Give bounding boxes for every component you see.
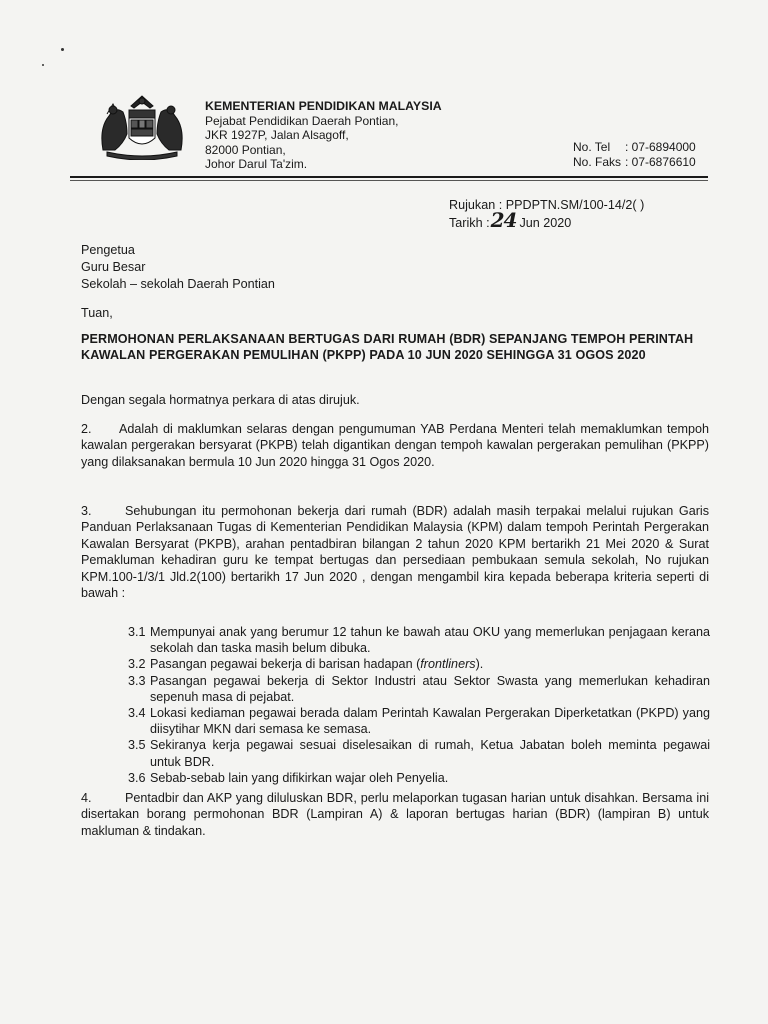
paragraph-4 bbox=[81, 790, 709, 839]
criteria-text-part: Pasangan pegawai bekerja di barisan hadapan ( bbox=[150, 657, 421, 672]
office-name: Pejabat Pendidikan Daerah Pontian, bbox=[205, 113, 399, 128]
criteria-number: 3.6 bbox=[128, 770, 146, 785]
date-month-year: Jun 2020 bbox=[519, 216, 572, 230]
criteria-item bbox=[128, 770, 710, 786]
criteria-number: 3.2 bbox=[128, 657, 146, 672]
paragraph-2 bbox=[81, 421, 709, 470]
salutation: Tuan, bbox=[81, 306, 113, 320]
address-line: JKR 1927P, Jalan Alsagoff, bbox=[205, 128, 349, 143]
paragraph-number: 2. bbox=[81, 422, 92, 436]
criteria-text: Lokasi kediaman pegawai berada dalam Perintah Kawalan Pergerakan Diperketatkan (PKPD) yang diisytihar MKN dari semasa ke semasa. bbox=[150, 706, 710, 737]
tel-value: : 07-6894000 bbox=[625, 140, 696, 154]
reference-block bbox=[449, 197, 644, 231]
criteria-text: Pasangan pegawai bekerja di Sektor Industri atau Sektor Swasta yang memerlukan kehadiran sepenuh masa di pejabat. bbox=[150, 673, 710, 704]
contact-block bbox=[573, 140, 696, 169]
paragraph-3 bbox=[81, 503, 709, 601]
letterhead-divider bbox=[70, 180, 708, 181]
address-line: 82000 Pontian, bbox=[205, 142, 286, 157]
ministry-name: KEMENTERIAN PENDIDIKAN MALAYSIA bbox=[205, 99, 442, 113]
reference-number: Rujukan : PPDPTN.SM/100-14/2( ) bbox=[449, 198, 645, 212]
letterhead-divider bbox=[70, 176, 708, 178]
recipient-line: Sekolah – sekolah Daerah Pontian bbox=[81, 276, 275, 291]
recipient-line: Guru Besar bbox=[81, 259, 146, 274]
handwritten-day: 24 bbox=[490, 208, 517, 232]
criteria-item bbox=[128, 705, 710, 737]
criteria-text bbox=[150, 656, 710, 672]
criteria-text-part: ). bbox=[475, 657, 484, 672]
criteria-text: Mempunyai anak yang berumur 12 tahun ke bawah atau OKU yang memerlukan penjagaan kerana sekolah dan taska masih belum dibuka. bbox=[150, 625, 710, 656]
criteria-text: Sekiranya kerja pegawai sesuai diselesaikan di rumah, Ketua Jabatan boleh meminta pegawai untuk BDR. bbox=[150, 738, 710, 769]
letterhead-address bbox=[205, 99, 442, 172]
recipient-line: Pengetua bbox=[81, 243, 135, 257]
criteria-item bbox=[128, 624, 710, 656]
scan-speck bbox=[61, 48, 64, 51]
address-line: Johor Darul Ta'zim. bbox=[205, 157, 308, 172]
recipient-block bbox=[81, 242, 275, 292]
criteria-text: Sebab-sebab lain yang difikirkan wajar oleh Penyelia. bbox=[150, 770, 449, 785]
tel-label: No. Tel bbox=[573, 140, 611, 154]
paragraph-number: 4. bbox=[81, 791, 92, 805]
criteria-item bbox=[128, 673, 710, 705]
criteria-number: 3.4 bbox=[128, 706, 146, 721]
paragraph-text: Sehubungan itu permohonan bekerja dari rumah (BDR) adalah masih terpakai melalui rujukan Garis Panduan Perlaksanaan Tugas di Kementerian Pendidikan Malaysia (KPM) dalam tempoh Perintah Pergerakan Kawalan Bersyarat (PKPB), arahan pentadbiran bilangan 2 tahun 2020 KPM bertarikh 21 Mei 2020 & Surat Pemakluman kehadiran guru ke tempat bertugas dan persediaan pembukaan semula sekolah, No rujukan KPM.100-1/3/1 Jld.2(100) bertarikh 17 Jun 2020 , dengan mengambil kira kepada beberapa kriteria seperti di bawah : bbox=[81, 504, 709, 601]
fax-label: No. Faks bbox=[573, 154, 622, 169]
date-label: Tarikh : bbox=[449, 216, 490, 230]
paragraph-text: Adalah di maklumkan selaras dengan pengumuman YAB Perdana Menteri telah memaklumkan tempoh kawalan pergerakan bersyarat (PKPB) telah digantikan dengan tempoh kawalan pergerakan pemulihan (PKPP) yang dilaksanakan bermula 10 Jun 2020 hingga 31 Ogos 2020. bbox=[81, 422, 709, 469]
paragraph-text: Pentadbir dan AKP yang diluluskan BDR, perlu melaporkan tugasan harian untuk disahkan. Bersama ini disertakan borang permohonan BDR (Lampiran A) & laporan bertugas harian (BDR) (lampiran B) untuk makluman & tindakan. bbox=[81, 791, 709, 838]
paragraph-number: 3. bbox=[81, 504, 92, 518]
criteria-number: 3.5 bbox=[128, 738, 146, 753]
date-row bbox=[449, 208, 644, 232]
fax-value: : 07-6876610 bbox=[625, 154, 696, 169]
criteria-item bbox=[128, 656, 710, 672]
scan-speck bbox=[42, 64, 44, 66]
malaysia-coat-of-arms-icon bbox=[93, 92, 191, 160]
criteria-number: 3.1 bbox=[128, 625, 146, 639]
criteria-number: 3.3 bbox=[128, 673, 146, 688]
criteria-list bbox=[128, 624, 710, 786]
subject-heading: PERMOHONAN PERLAKSANAAN BERTUGAS DARI RUMAH (BDR) SEPANJANG TEMPOH PERINTAH KAWALAN PERGERAKAN PEMULIHAN (PKPP) PADA 10 JUN 2020 SEHINGGA 31 OGOS 2020 bbox=[81, 332, 694, 362]
intro-paragraph: Dengan segala hormatnya perkara di atas dirujuk. bbox=[81, 393, 360, 407]
criteria-item bbox=[128, 737, 710, 769]
criteria-text-italic: frontliners bbox=[420, 657, 476, 672]
